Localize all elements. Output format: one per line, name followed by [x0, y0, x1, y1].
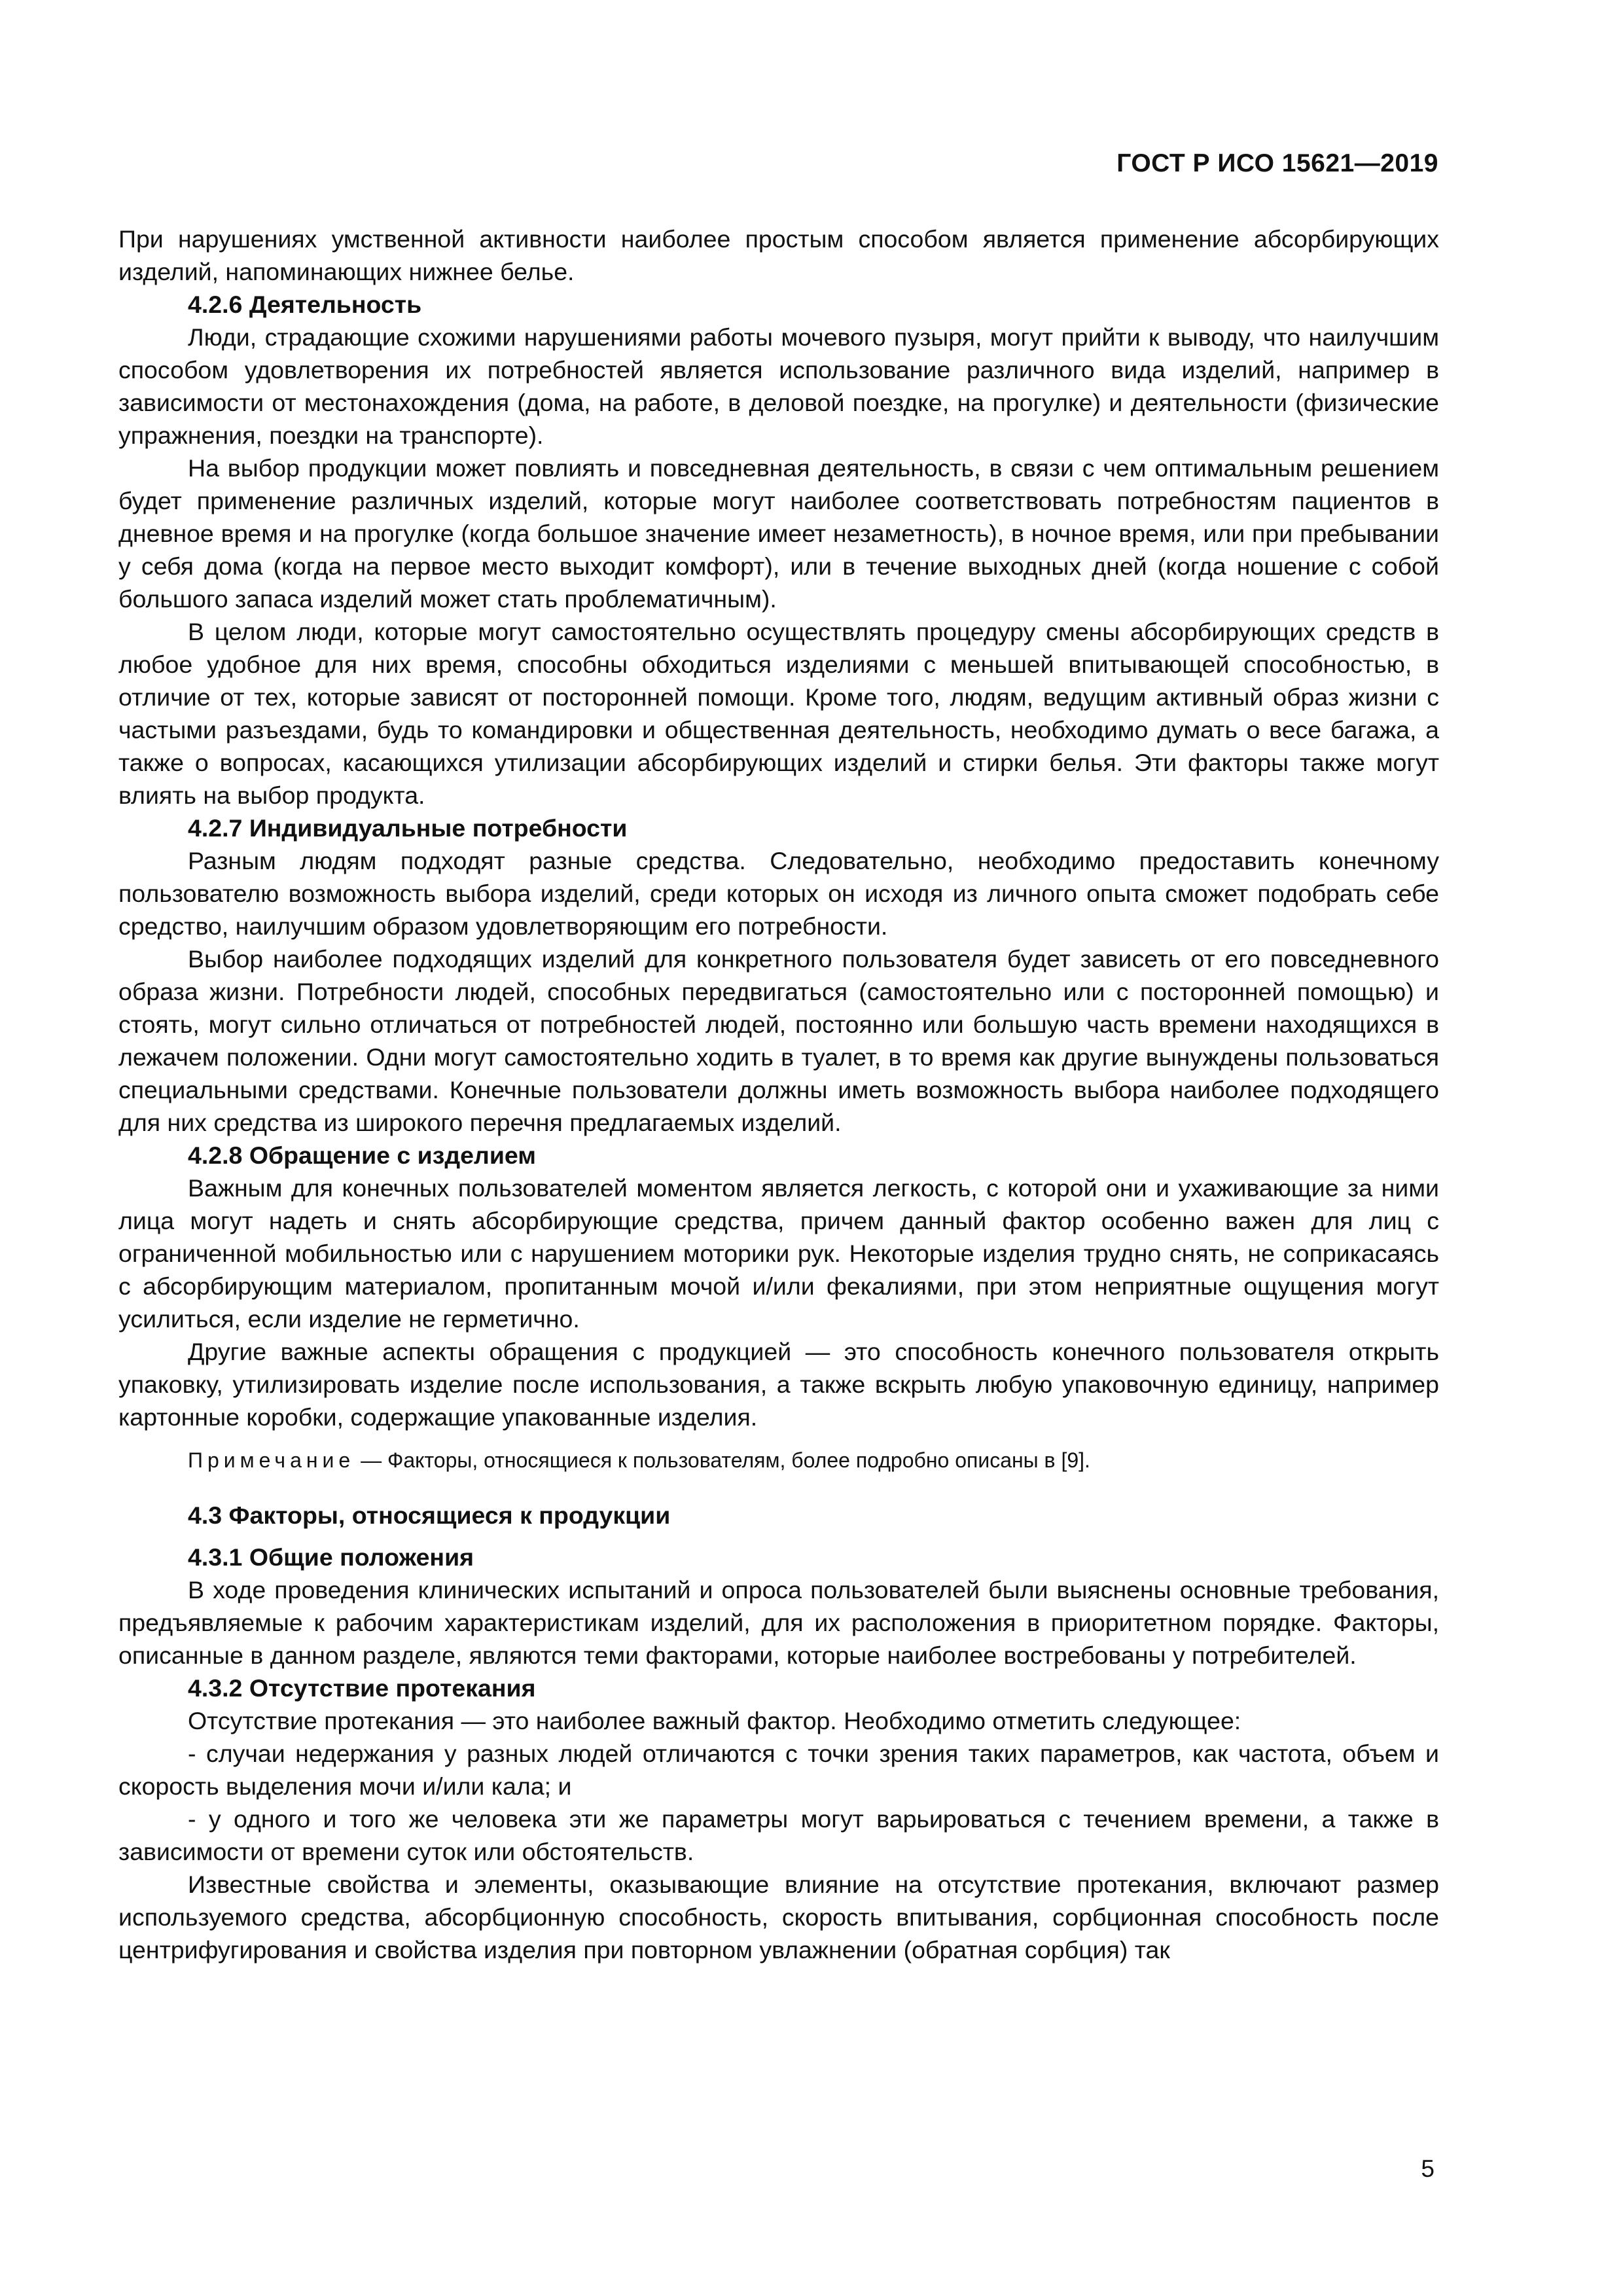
paragraph: Люди, страдающие схожими нарушениями работы мочевого пузыря, могут прийти к выводу, что наилучшим способом удовлетворения их потребностей является использование различного вида изделий, например в зависимости от местонахождения (дома, на работе, в деловой поездке, на прогулке) и деятельности (физические упражнения, поездки на транспорте). [118, 323, 1439, 449]
paragraph: В ходе проведения клинических испытаний и опроса пользователей были выяснены основные требования, предъявляемые к рабочим характеристикам изделий, для их расположения в приоритетном порядке. Факторы, описанные в данном разделе, являются теми факторами, которые наиболее востребованы у потребителей. [118, 1576, 1439, 1669]
paragraph: Известные свойства и элементы, оказывающие влияние на отсутствие протекания, включают размер используемого средства, абсорбционную способность, скорость впитывания, сорбционная способность после центрифугирования и свойства изделия при повторном увлажнении (обратная сорбция) так [118, 1871, 1439, 1964]
paragraph: Разным людям подходят разные средства. Следовательно, необходимо предоставить конечному пользователю возможность выбора изделий, среди которых он исходя из личного опыта сможет подобрать себе средство, наилучшим образом удовлетворяющим его потребности. [118, 847, 1439, 940]
list-item: - у одного и того же человека эти же параметры могут варьироваться с течением времени, а также в зависимости от времени суток или обстоятельств. [118, 1805, 1439, 1865]
list-item: - случаи недержания у разных людей отличаются с точки зрения таких параметров, как частота, объем и скорость выделения мочи и/или кала; и [118, 1740, 1439, 1800]
page-number: 5 [1421, 2155, 1435, 2182]
paragraph: Другие важные аспекты обращения с продукцией — это способность конечного пользователя открыть упаковку, утилизировать изделие после использования, а также вскрыть любую упаковочную единицу, например картонные коробки, содержащие упакованные изделия. [118, 1338, 1439, 1431]
section-heading-4-2-6: 4.2.6 Деятельность [188, 291, 422, 318]
note-lead: Примечание [188, 1448, 355, 1472]
note [118, 1445, 1439, 1475]
paragraph: Важным для конечных пользователей моментом является легкость, с которой они и ухаживающие за ними лица могут надеть и снять абсорбирующие средства, причем данный фактор особенно важен для лиц с ограниченной мобильностью или с нарушением моторики рук. Некоторые изделия трудно снять, не соприкасаясь с абсорбирующим материалом, пропитанным мочой и/или фекалиями, при этом неприятные ощущения могут усилиться, если изделие не герметично. [118, 1174, 1439, 1333]
paragraph: На выбор продукции может повлиять и повседневная деятельность, в связи с чем оптимальным решением будет применение различных изделий, которые могут наиболее соответствовать потребностям пациентов в дневное время и на прогулке (когда большое значение имеет незаметность), в ночное время, или при пребывании у себя дома (когда на первое место выходит комфорт), или в течение выходных дней (когда ношение с собой большого запаса изделий может стать проблематичным). [118, 454, 1439, 613]
section-heading-4-3-2: 4.3.2 Отсутствие протекания [188, 1674, 536, 1702]
section-heading-4-2-8: 4.2.8 Обращение с изделием [188, 1141, 536, 1169]
section-heading-4-2-7: 4.2.7 Индивидуальные потребности [188, 814, 628, 842]
standard-code-header: ГОСТ Р ИСО 15621—2019 [1116, 149, 1438, 177]
paragraph: Выбор наиболее подходящих изделий для конкретного пользователя будет зависеть от его повседневного образа жизни. Потребности людей, способных передвигаться (самостоятельно или с посторонней помощью) и стоять, могут сильно отличаться от потребностей людей, постоянно или большую часть времени находящихся в лежачем положении. Одни могут самостоятельно ходить в туалет, в то время как другие вынуждены пользоваться специальными средствами. Конечные пользователи должны иметь возможность выбора наиболее подходящего для них средства из широкого перечня предлагаемых изделий. [118, 945, 1439, 1136]
note-text: — Факторы, относящиеся к пользователям, более подробно описаны в [9]. [355, 1448, 1090, 1472]
section-heading-4-3-1: 4.3.1 Общие положения [188, 1543, 474, 1571]
paragraph: В целом люди, которые могут самостоятельно осуществлять процедуру смены абсорбирующих средств в любое удобное для них время, способны обходиться изделиями с меньшей впитывающей способностью, в отличие от тех, которые зависят от посторонней помощи. Кроме того, людям, ведущим активный образ жизни с частыми разъездами, будь то командировки и общественная деятельность, необходимо думать о весе багажа, а также о вопросах, касающихся утилизации абсорбирующих изделий и стирки белья. Эти факторы также могут влиять на выбор продукта. [118, 618, 1439, 809]
document-body [118, 223, 1439, 1966]
section-heading-4-3: 4.3 Факторы, относящиеся к продукции [188, 1501, 671, 1529]
paragraph: Отсутствие протекания — это наиболее важный фактор. Необходимо отметить следующее: [188, 1707, 1241, 1734]
intro-paragraph: При нарушениях умственной активности наиболее простым способом является применение абсорбирующих изделий, напоминающих нижнее белье. [118, 225, 1439, 285]
